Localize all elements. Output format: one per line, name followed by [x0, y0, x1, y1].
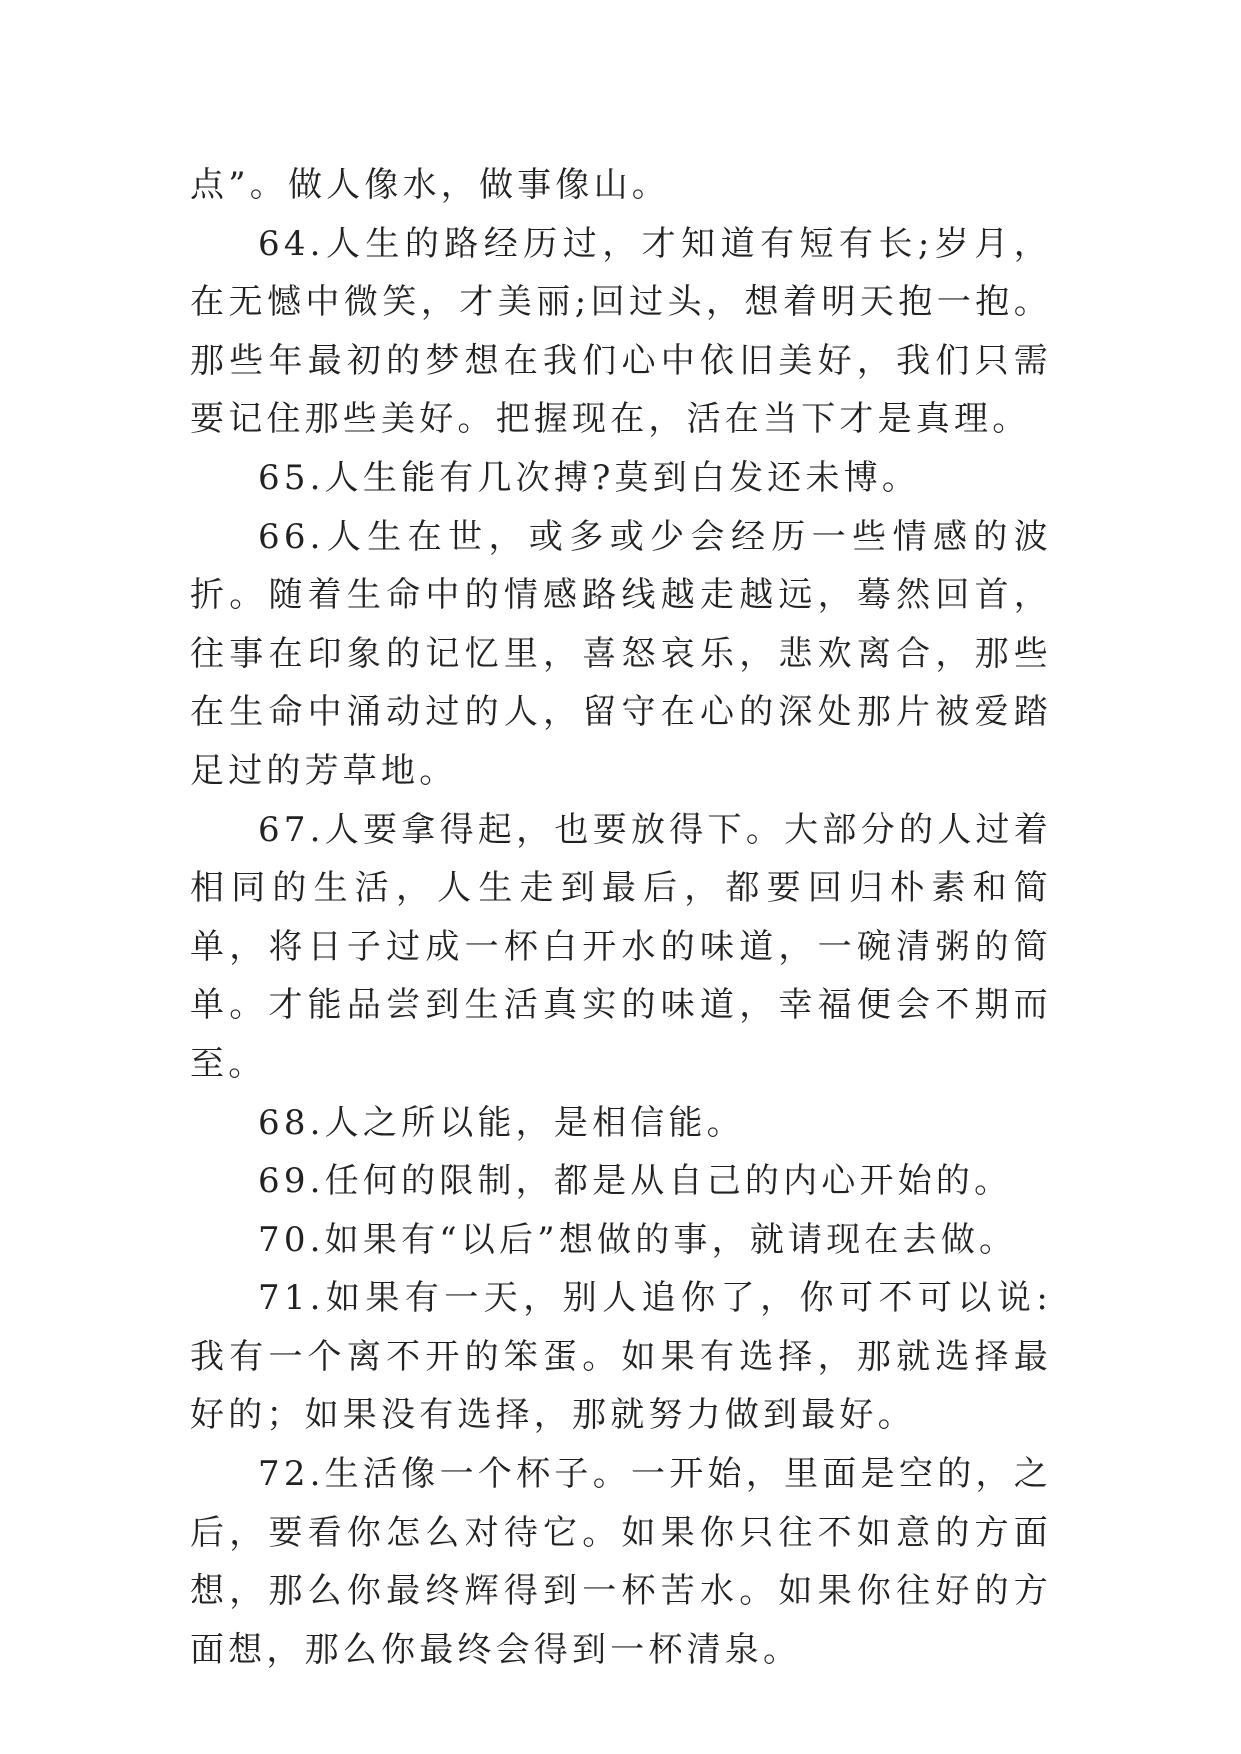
document-body [190, 156, 1052, 1679]
paragraph-64: 64.人生的路经历过，才知道有短有长;岁月，在无憾中微笑，才美丽;回过头，想着明天抱一抱。那些年最初的梦想在我们心中依旧美好，我们只需要记住那些美好。把握现在，活在当下才是真理。 [190, 223, 1052, 440]
paragraph-68: 68.人之所以能，是相信能。 [258, 1102, 745, 1143]
paragraph-71: 71.如果有一天，别人追你了，你可不可以说:我有一个离不开的笨蛋。如果有选择，那就选择最好的；如果没有选择，那就努力做到最好。 [190, 1278, 1052, 1436]
paragraph-66: 66.人生在世，或多或少会经历一些情感的波折。随着生命中的情感路线越走越远，蓦然回首，往事在印象的记忆里，喜怒哀乐，悲欢离合，那些在生命中涌动过的人，留守在心的深处那片被爱踏足过的芳草地。 [190, 516, 1052, 791]
paragraph-65: 65.人生能有几次搏?莫到白发还未博。 [258, 457, 921, 498]
paragraph-69: 69.任何的限制，都是从自己的内心开始的。 [258, 1161, 1013, 1202]
paragraph-70: 70.如果有“以后”想做的事，就请现在去做。 [258, 1219, 1018, 1260]
paragraph-72: 72.生活像一个杯子。一开始，里面是空的，之后，要看你怎么对待它。如果你只往不如意的方面想，那么你最终辉得到一杯苦水。如果你往好的方面想，那么你最终会得到一杯清泉。 [190, 1454, 1052, 1670]
paragraph-continuation: 点”。做人像水，做事像山。 [190, 165, 670, 205]
paragraph-67: 67.人要拿得起，也要放得下。大部分的人过着相同的生活，人生走到最后，都要回归朴素和简单，将日子过成一杯白开水的味道，一碗清粥的简单。才能品尝到生活真实的味道，幸福便会不期而至。 [190, 809, 1052, 1084]
